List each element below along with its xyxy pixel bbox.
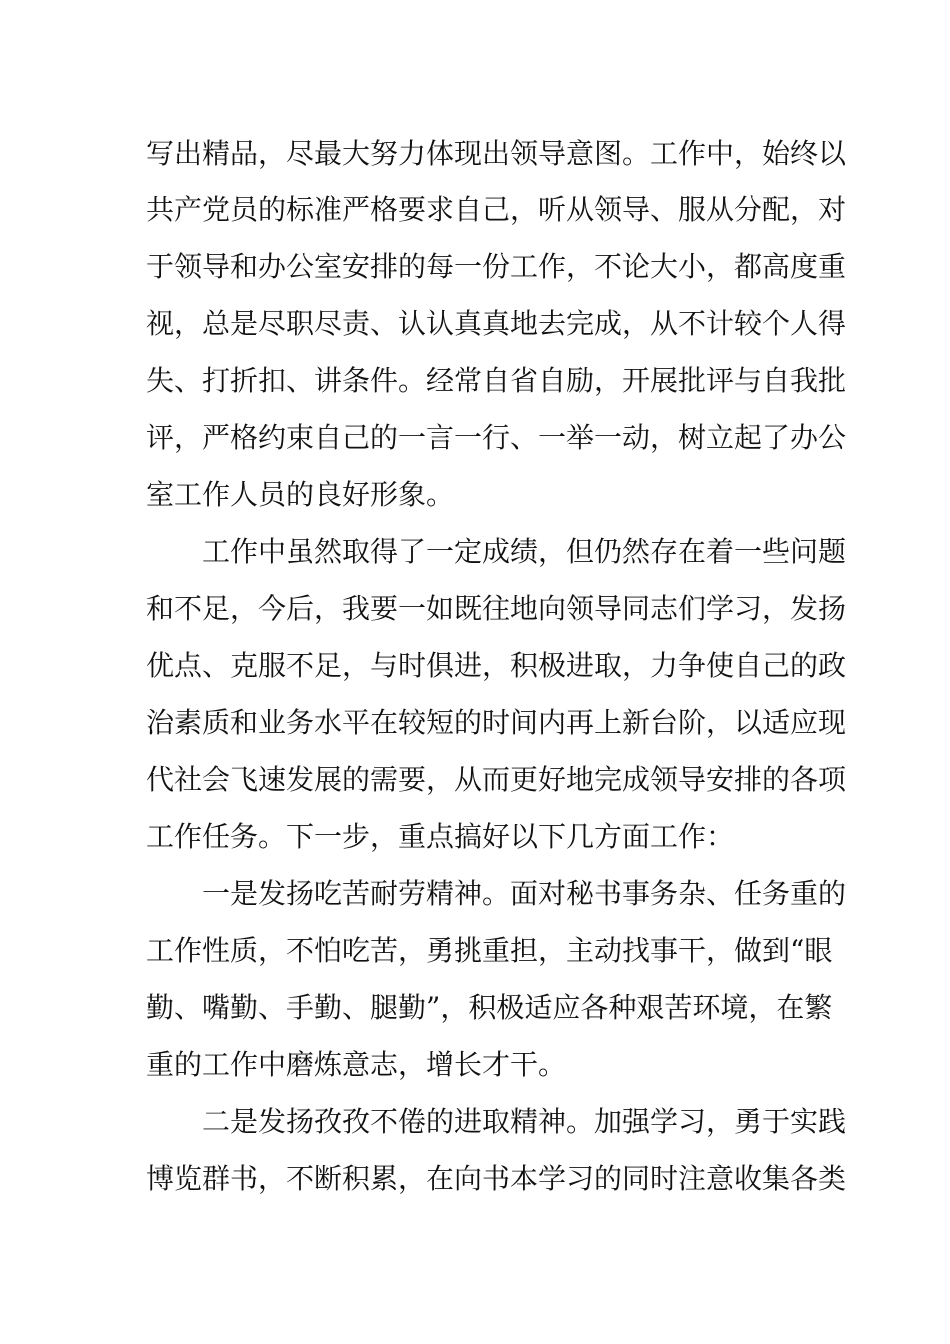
- text-line: 治素质和业务水平在较短的时间内再上新台阶，以适应现: [146, 706, 847, 739]
- text-line: 工作任务。下一步，重点搞好以下几方面工作：: [146, 820, 735, 853]
- text-line: 共产党员的标准严格要求自己，听从领导、服从分配，对: [146, 193, 847, 226]
- text-line: 写出精品，尽最大努力体现出领导意图。工作中，始终以: [146, 137, 847, 170]
- text-line: 重的工作中磨炼意志，增长才干。: [146, 1048, 567, 1081]
- text-line: 优点、克服不足，与时俱进，积极进取，力争使自己的政: [146, 649, 847, 682]
- text-line: 代社会飞速发展的需要，从而更好地完成领导安排的各项: [146, 763, 847, 796]
- text-line: 评，严格约束自己的一言一行、一举一动，树立起了办公: [146, 421, 847, 454]
- text-line: 于领导和办公室安排的每一份工作，不论大小，都高度重: [146, 250, 847, 283]
- text-line: 博览群书，不断积累，在向书本学习的同时注意收集各类: [146, 1162, 847, 1195]
- text-line: 勤、嘴勤、手勤、腿勤”，积极适应各种艰苦环境，在繁: [146, 991, 833, 1024]
- paragraph-first-line: 一是发扬吃苦耐劳精神。面对秘书事务杂、任务重的: [202, 877, 847, 910]
- text-line: 室工作人员的良好形象。: [146, 478, 455, 511]
- text-line: 工作性质，不怕吃苦，勇挑重担，主动找事干，做到“眼: [146, 934, 833, 967]
- text-line: 视，总是尽职尽责、认认真真地去完成，从不计较个人得: [146, 307, 847, 340]
- text-line: 和不足，今后，我要一如既往地向领导同志们学习，发扬: [146, 592, 847, 625]
- paragraph-first-line: 二是发扬孜孜不倦的进取精神。加强学习，勇于实践: [202, 1105, 847, 1138]
- text-line: 失、打折扣、讲条件。经常自省自励，开展批评与自我批: [146, 364, 847, 397]
- paragraph-first-line: 工作中虽然取得了一定成绩，但仍然存在着一些问题: [202, 535, 847, 568]
